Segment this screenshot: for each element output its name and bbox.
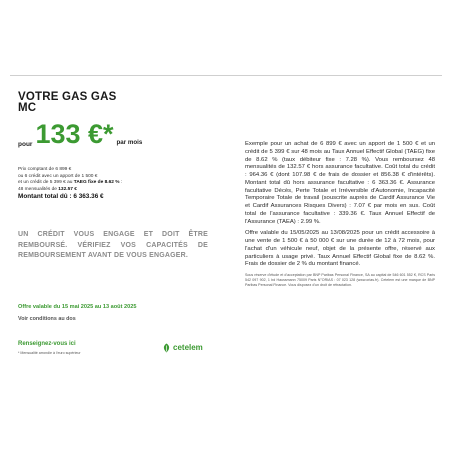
price-suffix: par mois bbox=[116, 139, 143, 146]
installment-value: 132.57 € bbox=[58, 186, 77, 192]
legal-example: Exemple pour un achat de 6 899 € avec un apport de 1 500 € et un crédit de 5 399 € sur 48 mois au Taux Annuel Effectif Global (TAEG) fixe de 8.62 % (taux débiteur fixe : 7.28 %). Vous remboursez 48 mensualités de 132.57 € hors assurance facultative. Coût total du crédit : 964.36 € (dont 107.98 € de frais de dossier et 856.38 € d'intérêts). Montant total dû hors assurance facultative : 6 363.36 €. Assurance facultative Décès, Perte Totale et Irréversible d'Autonomie, Incapacité Temporaire Totale de travail (souscrite auprès de Cardif Assurance Vie et Cardif Assurances Risques Divers) : 7.07 € par mois en sus. Coût total de l'assurance facultative : 339.36 €. Taux Annuel Effectif de l'Assurance (TAEA) : 2.99 %. bbox=[245, 141, 435, 225]
cetelem-leaf-icon bbox=[162, 343, 171, 353]
offer-validity: Offre valable du 15 mai 2025 au 13 août 2025 bbox=[18, 304, 137, 310]
info-cta: Renseignez-vous ici bbox=[18, 341, 76, 347]
legal-offer: Offre valable du 15/05/2025 au 13/08/2025 pour un crédit accessoire à une vente de 1 500 € à 50 000 € sur une durée de 12 à 72 mois, pour l'achat d'un véhicule neuf, objet de la présente offre, réservé aux particuliers à usage privé. Taux Annuel Effectif Global fixe de 8.62 %. Frais de dossier de 2 % du montant financé. bbox=[245, 230, 435, 268]
top-divider bbox=[10, 75, 442, 76]
financing-details bbox=[18, 167, 218, 201]
price-row bbox=[18, 117, 218, 151]
total-due: Montant total dû : 6 363.36 € bbox=[18, 193, 104, 201]
taeg-value: TAEG fixe de 8.62 % bbox=[73, 180, 120, 186]
legal-mentions: Sous réserve d'étude et d'acceptation par BNP Paribas Personal Finance, SA au capital de 546 601 552 €, RCS Paris 542 097 902, 1 bd Haussmann 75009 Paris N°ORIAS : 07 023 128 (www.orias.fr). Cetelem est une marque de BNP Paribas Personal Finance. Vous disposez d'un droit de rétractation. bbox=[245, 273, 435, 287]
cetelem-logo bbox=[162, 343, 203, 353]
offer-panel bbox=[18, 92, 218, 201]
see-conditions: Voir conditions au dos bbox=[18, 316, 76, 322]
legal-panel bbox=[245, 141, 435, 288]
product-title-line2: MC bbox=[18, 102, 37, 114]
price-prefix: pour bbox=[18, 141, 33, 148]
product-title-line1: VOTRE GAS GAS bbox=[18, 91, 117, 103]
monthly-price: 133 €* bbox=[35, 119, 114, 149]
cash-price: Prix comptant de 6 899 € bbox=[18, 167, 72, 172]
credit-amount: et un crédit de 5 399 € au TAEG fixe de 8.62 % : bbox=[18, 180, 123, 186]
footnote: * Mensualité arrondie à l'euro supérieur bbox=[18, 351, 81, 355]
product-title bbox=[18, 92, 218, 114]
cetelem-wordmark: cetelem bbox=[173, 343, 203, 352]
credit-warning: UN CRÉDIT VOUS ENGAGE ET DOIT ÊTRE REMBOURSÉ. VÉRIFIEZ VOS CAPACITÉS DE REMBOURSEMENT AVANT DE VOUS ENGAGER. bbox=[18, 231, 208, 259]
installments: 48 mensualités de 132.57 € bbox=[18, 186, 77, 192]
down-payment: ou 6 crédit avec un apport de 1 500 € bbox=[18, 173, 98, 179]
